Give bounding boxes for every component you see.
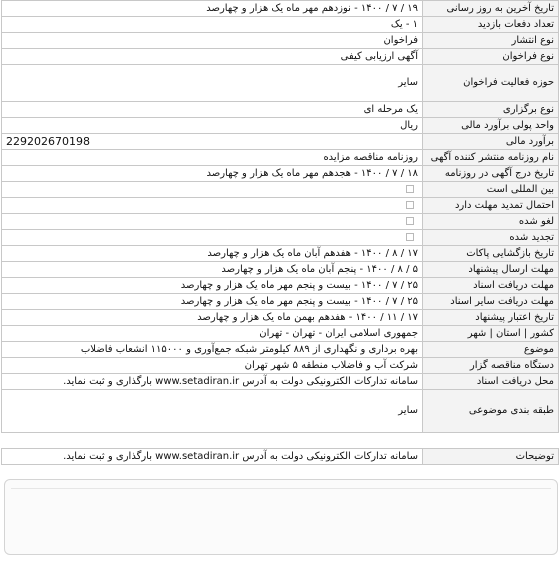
international-label: بین المللی است (423, 182, 559, 198)
notes-label: توضیحات (423, 449, 559, 465)
extension-checkbox[interactable] (406, 201, 414, 209)
subject-label: موضوع (423, 342, 559, 358)
budget-label: برآورد مالی (423, 134, 559, 150)
row-opening-date (2, 246, 559, 262)
row-subject (2, 342, 559, 358)
renewed-checkbox[interactable] (406, 233, 414, 241)
row-other-docs-deadline (2, 294, 559, 310)
budget-value: 229202670198 (2, 134, 423, 150)
call-type-value: آگهی ارزیابی کیفی (2, 49, 423, 65)
budget-unit-value: ریال (2, 118, 423, 134)
row-holding-type (2, 102, 559, 118)
row-visits (2, 17, 559, 33)
organizer-value: شرکت آب و فاضلاب منطقه ۵ شهر تهران (2, 358, 423, 374)
location-label: کشور | استان | شهر (423, 326, 559, 342)
row-renewed (2, 230, 559, 246)
tender-info-table (1, 0, 559, 465)
bottom-panel (4, 479, 558, 555)
row-call-type (2, 49, 559, 65)
row-publish-type (2, 33, 559, 49)
activity-area-value: سایر (2, 65, 423, 102)
row-organizer (2, 358, 559, 374)
holding-type-label: نوع برگزاری (423, 102, 559, 118)
other-docs-deadline-label: مهلت دریافت سایر اسناد (423, 294, 559, 310)
notes-value: سامانه تدارکات الکترونیکی دولت به آدرس www.setadiran.ir بارگذاری و ثبت نماید. (2, 449, 423, 465)
cancelled-label: لغو شده (423, 214, 559, 230)
row-topic-class (2, 390, 559, 433)
receive-place-label: محل دریافت اسناد (423, 374, 559, 390)
cancelled-value (2, 214, 423, 230)
newspaper-label: نام روزنامه منتشر کننده آگهی (423, 150, 559, 166)
other-docs-deadline-value: ۲۵ / ۷ / ۱۴۰۰ - بیست و پنجم مهر ماه یک هزار و چهارصد (2, 294, 423, 310)
holding-type-value: یک مرحله ای (2, 102, 423, 118)
subject-value: بهره برداری و نگهداری از ۸۸۹ کیلومتر شبکه جمع‌آوری و ۱۱۵۰۰۰ انشعاب فاضلاب (2, 342, 423, 358)
row-submit-deadline (2, 262, 559, 278)
topic-class-label: طبقه بندی موضوعی (423, 390, 559, 433)
validity-date-value: ۱۷ / ۱۱ / ۱۴۰۰ - هفدهم بهمن ماه یک هزار و چهارصد (2, 310, 423, 326)
opening-date-label: تاریخ بازگشایی پاکات (423, 246, 559, 262)
row-receive-place (2, 374, 559, 390)
renewed-value (2, 230, 423, 246)
row-newspaper-date (2, 166, 559, 182)
row-update-date (2, 1, 559, 17)
newspaper-value: روزنامه مناقصه مزایده (2, 150, 423, 166)
docs-deadline-label: مهلت دریافت اسناد (423, 278, 559, 294)
table-gap (2, 433, 559, 449)
submit-deadline-value: ۵ / ۸ / ۱۴۰۰ - پنجم آبان ماه یک هزار و چهارصد (2, 262, 423, 278)
renewed-label: تجدید شده (423, 230, 559, 246)
update-date-value: ۱۹ / ۷ / ۱۴۰۰ - نوزدهم مهر ماه یک هزار و چهارصد (2, 1, 423, 17)
row-location (2, 326, 559, 342)
newspaper-date-label: تاریخ درج آگهی در روزنامه (423, 166, 559, 182)
visits-label: تعداد دفعات بازدید (423, 17, 559, 33)
row-activity-area (2, 65, 559, 102)
visits-value: ۱ - یک (2, 17, 423, 33)
organizer-label: دستگاه مناقصه گزار (423, 358, 559, 374)
location-value: جمهوری اسلامی ایران - تهران - تهران (2, 326, 423, 342)
activity-area-label: حوزه فعالیت فراخوان (423, 65, 559, 102)
docs-deadline-value: ۲۵ / ۷ / ۱۴۰۰ - بیست و پنجم مهر ماه یک هزار و چهارصد (2, 278, 423, 294)
row-budget-unit (2, 118, 559, 134)
row-extension (2, 198, 559, 214)
row-international (2, 182, 559, 198)
gap-cell (2, 433, 559, 449)
row-notes (2, 449, 559, 465)
row-newspaper (2, 150, 559, 166)
update-date-label: تاریخ آخرین به روز رسانی (423, 1, 559, 17)
row-budget (2, 134, 559, 150)
row-docs-deadline (2, 278, 559, 294)
international-value (2, 182, 423, 198)
row-validity-date (2, 310, 559, 326)
submit-deadline-label: مهلت ارسال پیشنهاد (423, 262, 559, 278)
newspaper-date-value: ۱۸ / ۷ / ۱۴۰۰ - هجدهم مهر ماه یک هزار و چهارصد (2, 166, 423, 182)
topic-class-value: سایر (2, 390, 423, 433)
publish-type-value: فراخوان (2, 33, 423, 49)
row-cancelled (2, 214, 559, 230)
international-checkbox[interactable] (406, 185, 414, 193)
extension-label: احتمال تمدید مهلت دارد (423, 198, 559, 214)
publish-type-label: نوع انتشار (423, 33, 559, 49)
budget-unit-label: واحد پولی برآورد مالی (423, 118, 559, 134)
call-type-label: نوع فراخوان (423, 49, 559, 65)
receive-place-value: سامانه تدارکات الکترونیکی دولت به آدرس www.setadiran.ir بارگذاری و ثبت نماید. (2, 374, 423, 390)
opening-date-value: ۱۷ / ۸ / ۱۴۰۰ - هفدهم آبان ماه یک هزار و چهارصد (2, 246, 423, 262)
validity-date-label: تاریخ اعتبار پیشنهاد (423, 310, 559, 326)
extension-value (2, 198, 423, 214)
cancelled-checkbox[interactable] (406, 217, 414, 225)
